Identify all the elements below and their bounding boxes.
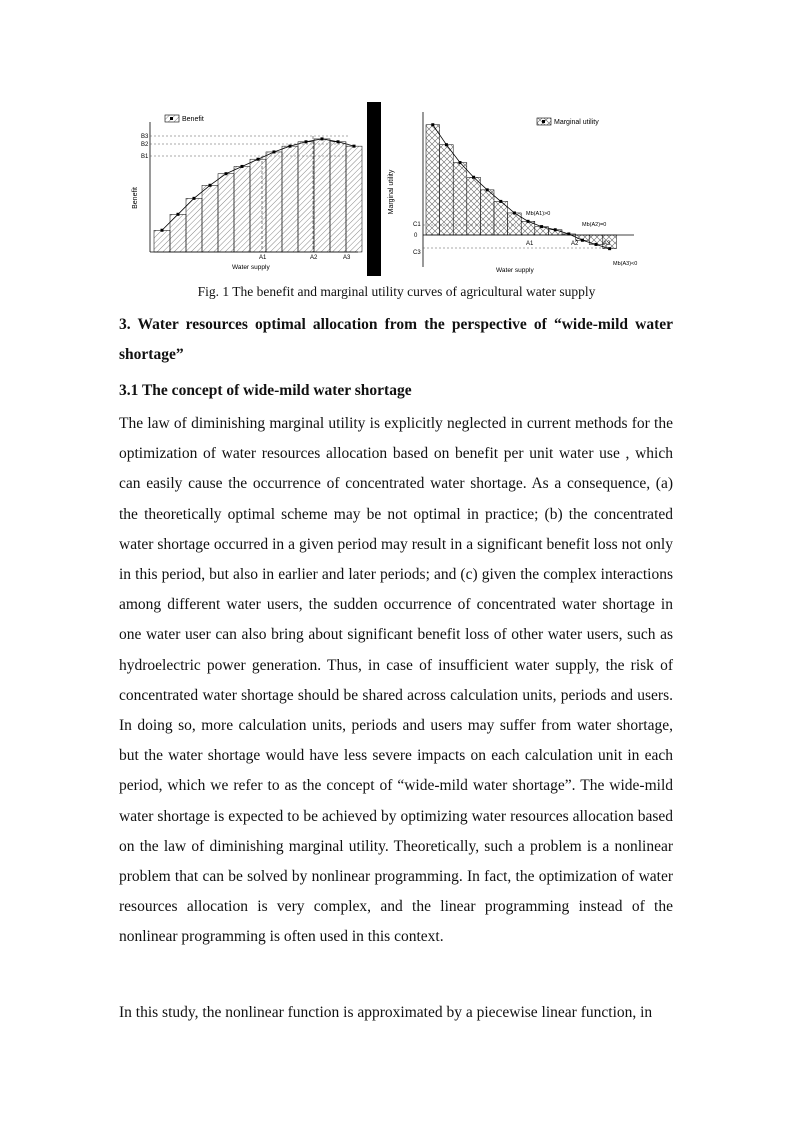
marginal-utility-point (431, 123, 434, 126)
benefit-point (353, 145, 356, 148)
legend-label: Marginal utility (554, 119, 599, 126)
annotation-mb-a2: Mb(A2)=0 (582, 222, 607, 228)
benefit-point (305, 140, 308, 143)
y-axis-label: Marginal utility (388, 169, 395, 215)
benefit-bar (346, 146, 362, 252)
x-tick-a2: A2 (571, 241, 579, 247)
annotation-mb-a3: Mb(A3)<0 (613, 261, 638, 267)
benefit-bar (298, 142, 314, 252)
marginal-utility-point (540, 225, 543, 228)
benefit-point (177, 213, 180, 216)
marginal-utility-bar (494, 201, 508, 235)
figure-caption: Fig. 1 The benefit and marginal utility curves of agricultural water supply (197, 284, 596, 299)
section-heading: 3. Water resources optimal allocation from the perspective of “wide-mild water shortage” (119, 316, 673, 363)
marginal-utility-point (554, 228, 557, 231)
benefit-point (337, 140, 340, 143)
marginal-utility-point (513, 211, 516, 214)
body-paragraph: The law of diminishing marginal utility is explicitly neglected in current methods for the optimization of water resources allocation based on benefit per unit water use , which can easily cause the occurrence of concentrated water shortage. As a consequence, (a) the theoretically optimal scheme may be not optimal in practice; (b) the concentrated water shortage occurred in a given period may result in a significant benefit loss not only in this period, but also in earlier and later periods; and (c) given the complex interactions among different water users, the sudden occurrence of concentrated water shortage in one water user can also bring about significant benefit loss of other water users, such as hydroelectric power generation. Thus, in case of insufficient water supply, the risk of concentrated water shortage should be shared across calculation units, periods and users. In doing so, more calculation units, periods and users may suffer from water shortage, but the water shortage would have less severe impacts on each calculation unit in each period, which we refer to as the concept of “wide-mild water shortage”. The wide-mild water shortage is expected to be achieved by optimizing water resources allocation based on the law of diminishing marginal utility. Theoretically, such a problem is a nonlinear problem that can be solved by nonlinear programming. In fact, the optimization of water resources allocation is very complex, and the linear programming instead of the nonlinear programming is often used in this context. (119, 415, 673, 946)
marginal-utility-point (527, 220, 530, 223)
marginal-utility-bar (426, 125, 440, 235)
benefit-bar (266, 152, 282, 252)
marginal-utility-bar (440, 145, 454, 235)
benefit-point (225, 172, 228, 175)
benefit-point (289, 145, 292, 148)
marginal-utility-bar (480, 190, 494, 235)
y-tick-b2: B2 (141, 142, 149, 148)
x-tick-a1: A1 (526, 241, 534, 247)
benefit-point (161, 229, 164, 232)
y-tick-b3: B3 (141, 134, 149, 140)
benefit-bar (154, 230, 170, 252)
y-tick-c1: C1 (413, 222, 421, 228)
marginal-utility-bar (453, 163, 467, 235)
benefit-bar (250, 159, 266, 252)
x-tick-a3: A3 (343, 255, 351, 261)
benefit-point (209, 184, 212, 187)
annotation-mb-a1: Mb(A1)>0 (526, 211, 551, 217)
x-tick-a3: A3 (603, 241, 611, 247)
benefit-bar (330, 142, 346, 252)
benefit-point (257, 158, 260, 161)
x-tick-a2: A2 (310, 255, 318, 261)
benefit-point (241, 165, 244, 168)
marginal-utility-bar (467, 177, 481, 235)
marginal-utility-point (581, 239, 584, 242)
benefit-bar (282, 146, 298, 252)
marginal-utility-point (445, 143, 448, 146)
marginal-utility-point (486, 188, 489, 191)
benefit-bar (234, 166, 250, 252)
x-tick-a1: A1 (259, 255, 267, 261)
marginal-utility-point (499, 200, 502, 203)
x-axis-label: Water supply (232, 264, 270, 271)
body-paragraph-continued: In this study, the nonlinear function is approximated by a piecewise linear function, in (119, 1004, 653, 1021)
x-axis-label: Water supply (496, 267, 534, 274)
y-axis-label: Benefit (132, 187, 139, 209)
marginal-utility-point (595, 243, 598, 246)
legend-label: Benefit (182, 116, 204, 123)
benefit-bar (186, 198, 202, 252)
marginal-utility-point (608, 247, 611, 250)
marginal-utility-point (459, 161, 462, 164)
figure-divider-bar (367, 102, 381, 276)
y-tick-zero: 0 (414, 233, 418, 239)
marginal-utility-chart (384, 102, 652, 276)
y-tick-b1: B1 (141, 154, 149, 160)
y-tick-c3: C3 (413, 250, 421, 256)
benefit-point (193, 197, 196, 200)
benefit-point (321, 137, 324, 140)
benefit-bar (202, 185, 218, 252)
benefit-chart (120, 102, 381, 276)
marginal-utility-point (472, 176, 475, 179)
benefit-point (273, 150, 276, 153)
subsection-heading: 3.1 The concept of wide-mild water shortage (119, 382, 412, 399)
benefit-bar (218, 174, 234, 252)
